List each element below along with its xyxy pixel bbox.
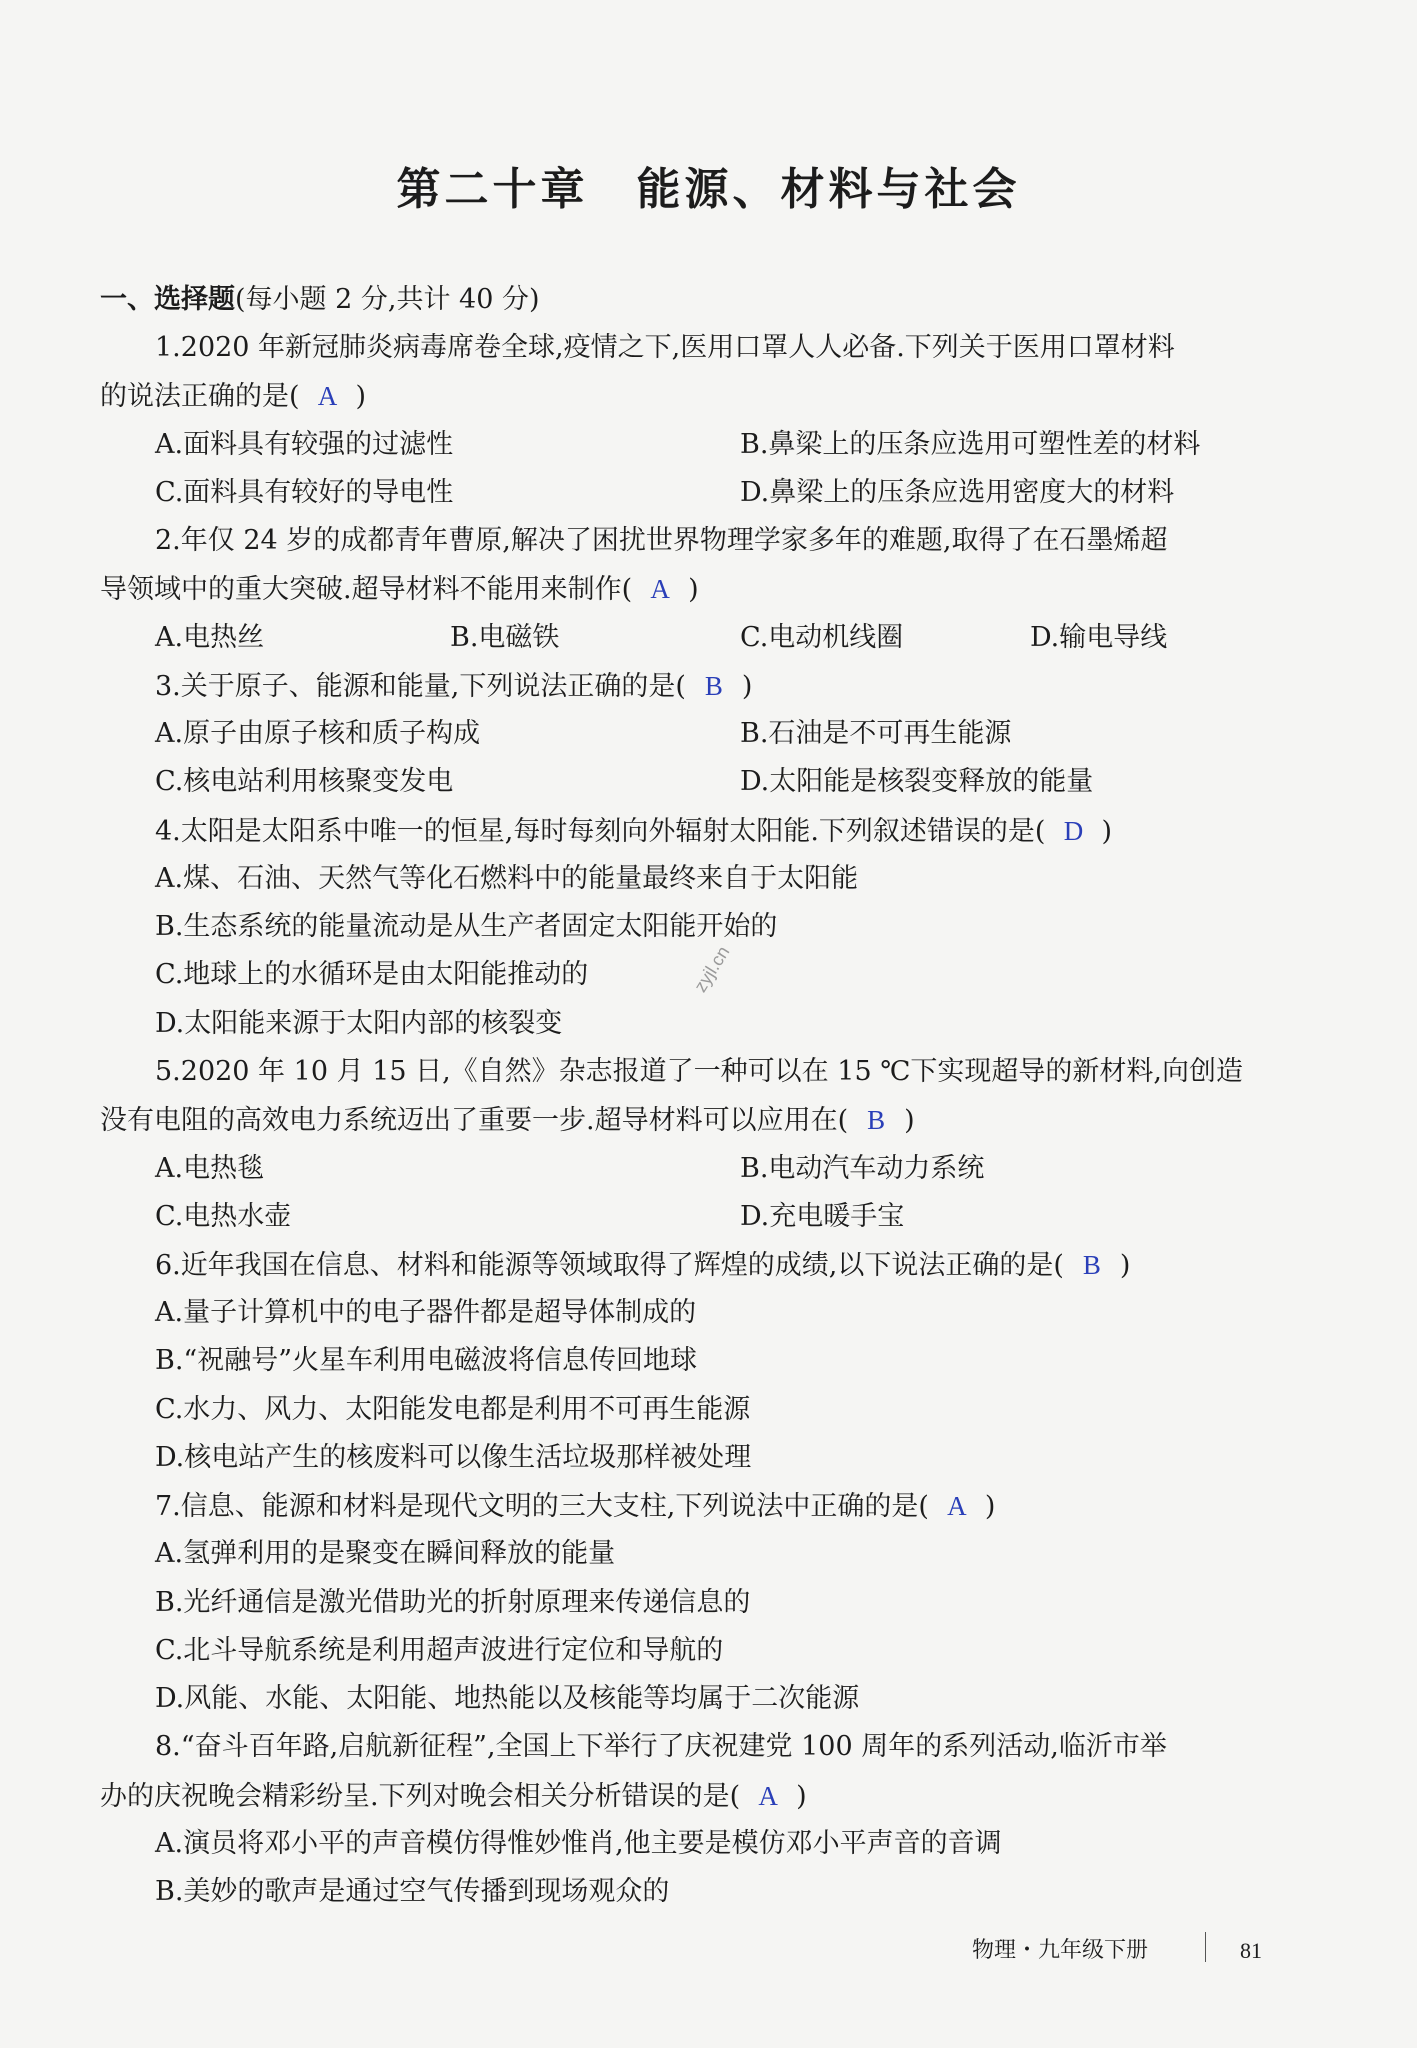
q5-stem-line2 <box>100 1102 915 1139</box>
chapter-title: 第二十章 能源、材料与社会 <box>396 164 1021 215</box>
q4-option-a: A.煤、石油、天然气等化石燃料中的能量最终来自于太阳能 <box>155 863 859 894</box>
section-label: 一、选择题 <box>100 284 235 315</box>
q4-stem-text: 4.太阳是太阳系中唯一的恒星,每时每刻向外辐射太阳能.下列叙述错误的是( <box>155 816 1046 847</box>
q1-option-c: C.面料具有较好的导电性 <box>155 477 454 508</box>
q4-option-c: C.地球上的水循环是由太阳能推动的 <box>155 959 589 990</box>
q2-option-b: B.电磁铁 <box>450 622 560 653</box>
q1-stem-text: 的说法正确的是( <box>100 381 300 412</box>
q6-stem-text: 6.近年我国在信息、材料和能源等领域取得了辉煌的成绩,以下说法正确的是( <box>155 1250 1064 1281</box>
q4-answer: D <box>1063 816 1084 846</box>
q4-option-d: D.太阳能来源于太阳内部的核裂变 <box>155 1008 563 1039</box>
q3-stem-text: 3.关于原子、能源和能量,下列说法正确的是( <box>155 671 686 702</box>
q5-stem-line1: 5.2020 年 10 月 15 日,《自然》杂志报道了一种可以在 15 ℃下实现超导的新材料,向创造 <box>155 1056 1243 1087</box>
q2-stem-line1: 2.年仅 24 岁的成都青年曹原,解决了困扰世界物理学家多年的难题,取得了在石墨烯超 <box>155 525 1168 556</box>
watermark: zyjl.cn <box>690 942 734 996</box>
q2-option-d: D.输电导线 <box>1030 622 1168 653</box>
q1-option-d: D.鼻梁上的压条应选用密度大的材料 <box>740 477 1175 508</box>
q8-option-a: A.演员将邓小平的声音模仿得惟妙惟肖,他主要是模仿邓小平声音的音调 <box>155 1828 1002 1859</box>
q5-option-b: B.电动汽车动力系统 <box>740 1153 985 1184</box>
q7-option-b: B.光纤通信是激光借助光的折射原理来传递信息的 <box>155 1587 751 1618</box>
q8-stem-line1: 8.“奋斗百年路,启航新征程”,全国上下举行了庆祝建党 100 周年的系列活动,临沂市举 <box>155 1731 1167 1762</box>
q3-option-b: B.石油是不可再生能源 <box>740 718 1012 749</box>
q5-option-a: A.电热毯 <box>155 1153 265 1184</box>
q1-stem-line2 <box>100 378 366 415</box>
q2-option-c: C.电动机线圈 <box>740 622 904 653</box>
q1-answer: A <box>317 381 338 411</box>
q4-stem-close: ) <box>1101 816 1113 847</box>
q6-option-b: B.“祝融号”火星车利用电磁波将信息传回地球 <box>155 1345 698 1376</box>
q2-answer: A <box>650 574 670 604</box>
q7-stem-close: ) <box>984 1491 996 1522</box>
q3-stem-line1 <box>155 668 752 705</box>
q6-answer: B <box>1082 1250 1101 1280</box>
q6-option-c: C.水力、风力、太阳能发电都是利用不可再生能源 <box>155 1394 751 1425</box>
footer-book-title: 物理・九年级下册 <box>972 1938 1149 1963</box>
q4-stem-line1 <box>155 813 1112 850</box>
q7-option-a: A.氢弹利用的是聚变在瞬间释放的能量 <box>155 1538 616 1569</box>
q3-stem-close: ) <box>741 671 753 702</box>
q6-stem-line1 <box>155 1247 1130 1284</box>
q3-option-c: C.核电站利用核聚变发电 <box>155 766 454 797</box>
q2-stem-close: ) <box>688 574 699 605</box>
q5-option-d: D.充电暖手宝 <box>740 1201 905 1232</box>
q2-stem-text: 导领域中的重大突破.超导材料不能用来制作( <box>100 574 633 605</box>
q1-option-a: A.面料具有较强的过滤性 <box>155 429 454 460</box>
q1-stem-close: ) <box>355 381 367 412</box>
q5-stem-close: ) <box>904 1105 915 1136</box>
q6-option-d: D.核电站产生的核废料可以像生活垃圾那样被处理 <box>155 1442 752 1473</box>
q5-stem-text: 没有电阻的高效电力系统迈出了重要一步.超导材料可以应用在( <box>100 1105 849 1136</box>
q1-stem-line1: 1.2020 年新冠肺炎病毒席卷全球,疫情之下,医用口罩人人必备.下列关于医用口罩材料 <box>155 332 1175 363</box>
footer-divider <box>1205 1932 1206 1962</box>
q7-option-c: C.北斗导航系统是利用超声波进行定位和导航的 <box>155 1635 724 1666</box>
q5-option-c: C.电热水壶 <box>155 1201 292 1232</box>
q4-option-b: B.生态系统的能量流动是从生产者固定太阳能开始的 <box>155 911 778 942</box>
q8-stem-close: ) <box>796 1781 807 1812</box>
section-heading <box>100 282 540 318</box>
section-note: (每小题 2 分,共计 40 分) <box>235 284 540 315</box>
q1-option-b: B.鼻梁上的压条应选用可塑性差的材料 <box>740 429 1201 460</box>
q7-stem-line1 <box>155 1488 995 1525</box>
q7-answer: A <box>947 1491 967 1521</box>
q8-stem-text: 办的庆祝晚会精彩纷呈.下列对晚会相关分析错误的是( <box>100 1781 741 1812</box>
q2-stem-line2 <box>100 571 699 608</box>
q5-answer: B <box>867 1105 886 1135</box>
q6-option-a: A.量子计算机中的电子器件都是超导体制成的 <box>155 1297 697 1328</box>
q8-option-b: B.美妙的歌声是通过空气传播到现场观众的 <box>155 1876 670 1907</box>
q6-stem-close: ) <box>1119 1250 1131 1281</box>
q3-option-d: D.太阳能是核裂变释放的能量 <box>740 766 1094 797</box>
page-number: 81 <box>1240 1938 1262 1963</box>
q7-option-d: D.风能、水能、太阳能、地热能以及核能等均属于二次能源 <box>155 1683 860 1714</box>
q7-stem-text: 7.信息、能源和材料是现代文明的三大支柱,下列说法中正确的是( <box>155 1491 929 1522</box>
q3-option-a: A.原子由原子核和质子构成 <box>155 718 481 749</box>
q3-answer: B <box>704 671 723 701</box>
q8-stem-line2 <box>100 1778 807 1815</box>
q2-option-a: A.电热丝 <box>155 622 265 653</box>
q8-answer: A <box>758 1781 778 1811</box>
